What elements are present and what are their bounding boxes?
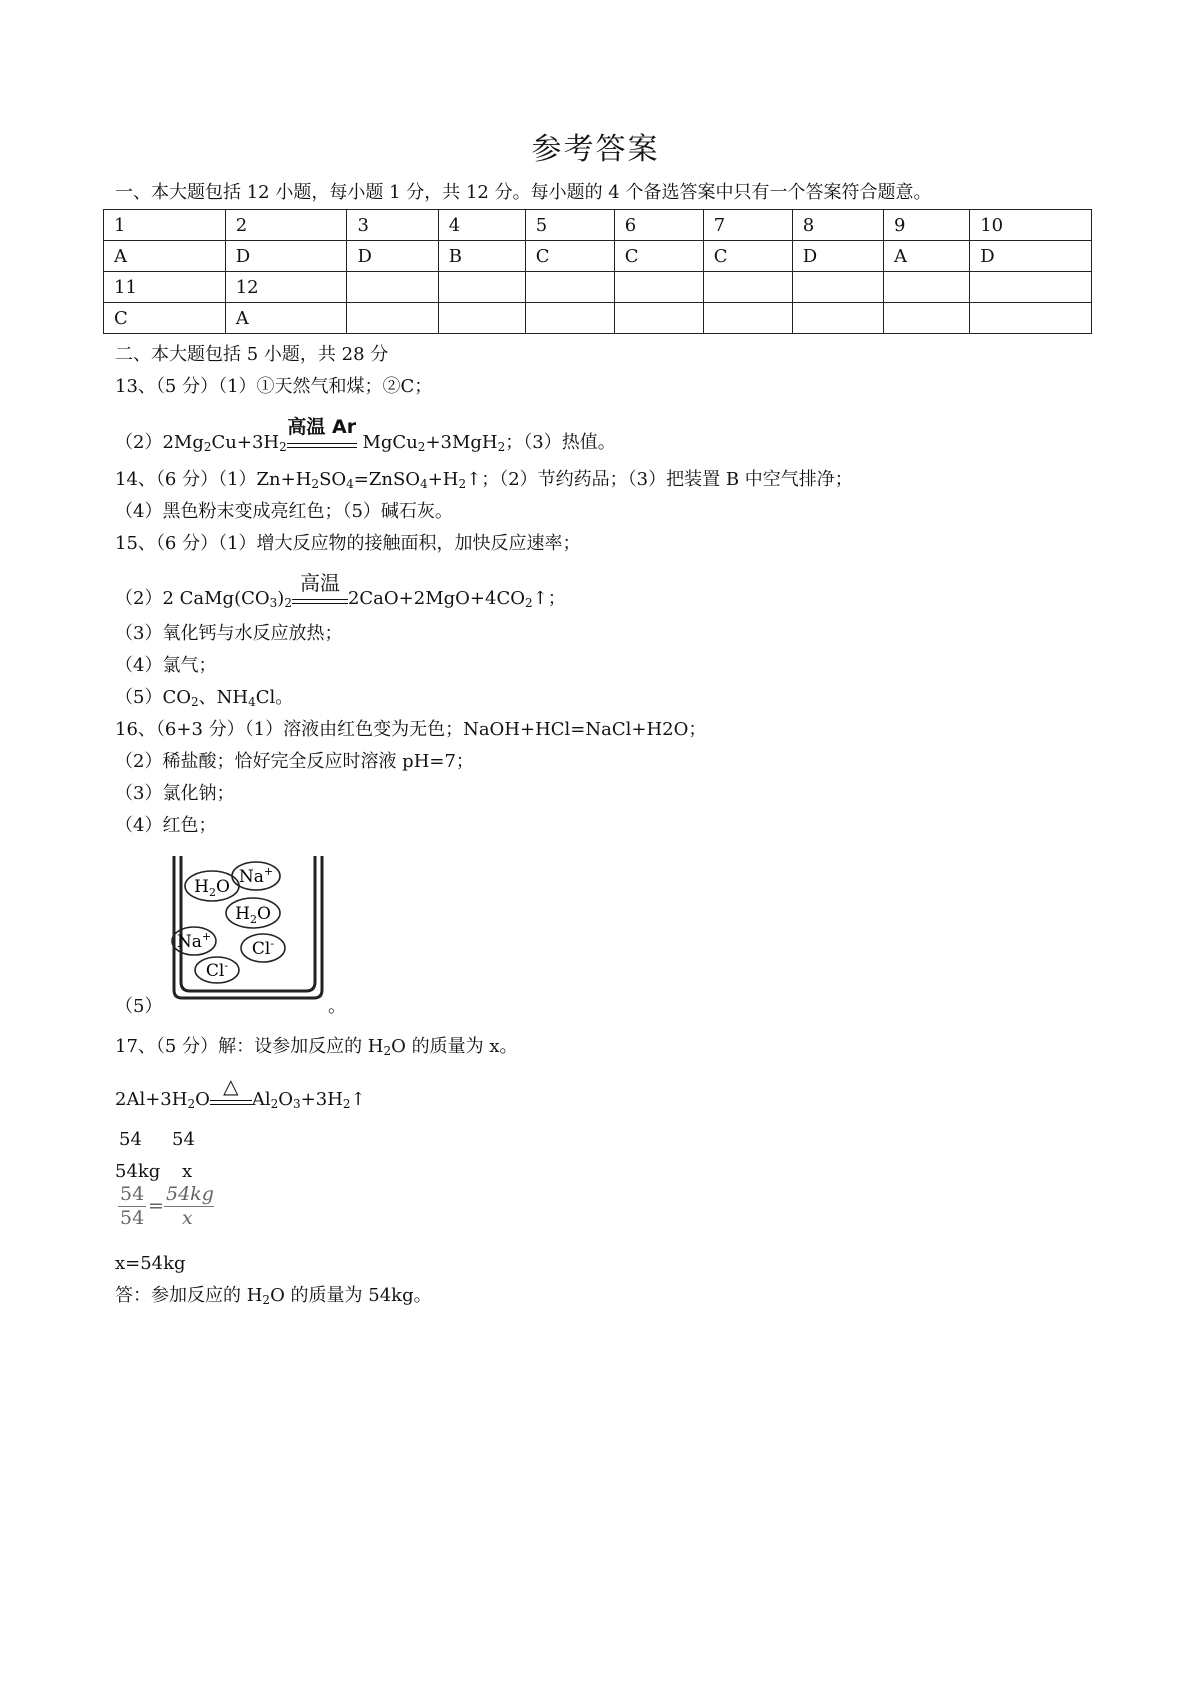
table-cell: C — [703, 241, 792, 272]
frac-equals: = — [148, 1195, 164, 1217]
q16-line4: （4）红色； — [115, 815, 217, 836]
q15-line4: （4）氯气； — [115, 655, 217, 676]
section1-heading: 一、本大题包括 12 小题，每小题 1 分，共 12 分。每小题的 4 个备选答案中只有一个答案符合题意。 — [115, 182, 932, 203]
q17-mass-b: x — [182, 1161, 193, 1182]
table-cell: A — [104, 241, 226, 272]
table-cell: 8 — [792, 210, 883, 241]
table-cell — [614, 303, 703, 334]
q16-line5-label: （5） — [115, 996, 163, 1017]
table-cell: 10 — [970, 210, 1092, 241]
table-row — [104, 210, 1092, 241]
heat-icon: △ — [223, 1074, 239, 1098]
table-row — [104, 303, 1092, 334]
table-cell: C — [104, 303, 226, 334]
table-row — [104, 272, 1092, 303]
particle-label: Na+ — [238, 865, 274, 887]
page-title: 参考答案 — [531, 132, 660, 167]
table-cell: 4 — [438, 210, 525, 241]
q17-result: x=54kg — [115, 1253, 186, 1274]
particle-label: Cl- — [205, 959, 229, 981]
q16-line3: （3）氯化钠； — [115, 783, 235, 804]
frac-left-den: 54 — [120, 1207, 145, 1229]
particle-label: $H_2O$ — [194, 877, 230, 899]
q16-line5-end: 。 — [328, 996, 346, 1017]
frac-right-num: 54kg — [166, 1183, 214, 1205]
table-cell: D — [347, 241, 438, 272]
table-cell — [525, 303, 614, 334]
table-cell — [525, 272, 614, 303]
table-cell: B — [438, 241, 525, 272]
frac-left-num: 54 — [120, 1183, 145, 1205]
table-cell: A — [225, 303, 347, 334]
table-cell: D — [792, 241, 883, 272]
q15-line2: （2）2 $CaMg(CO_3)_2$ 高温 $2CaO+2MgO+4CO_2↑$； — [115, 571, 566, 610]
table-cell — [347, 303, 438, 334]
table-cell: 2 — [225, 210, 347, 241]
table-cell: D — [225, 241, 347, 272]
table-cell — [614, 272, 703, 303]
q17-mass-a: 54kg — [115, 1161, 161, 1182]
q17-ratio-b: 54 — [172, 1129, 195, 1150]
table-cell — [792, 272, 883, 303]
table-cell: 11 — [104, 272, 226, 303]
table-cell — [884, 272, 970, 303]
q15-line5: $(5)CO_2$、$NH_4Cl$。 — [115, 687, 294, 709]
table-cell — [970, 272, 1092, 303]
particle-label: Na+ — [176, 930, 212, 952]
q17-equation: $2Al+3H_2O$ △ $Al_2O_3+3H_2↑$ — [115, 1074, 366, 1111]
answer-table — [103, 209, 1092, 334]
condition-mark — [292, 571, 348, 604]
table-cell: 6 — [614, 210, 703, 241]
table-cell: C — [525, 241, 614, 272]
condition-label: 高温 — [299, 571, 340, 595]
condition-mark — [287, 416, 357, 448]
q15-line1: 15、（6 分）（1）增大反应物的接触面积，加快反应速率； — [115, 533, 581, 554]
table-cell: 7 — [703, 210, 792, 241]
table-cell: A — [884, 241, 970, 272]
q14-line2: （4）黑色粉末变成亮红色；（5）碱石灰。 — [115, 501, 453, 522]
q13-line2: $(2)2Mg_2Cu+3H_2$ 高温 Ar MgCu$_2$+3MgH$_2$；（3）热值。 — [115, 416, 616, 454]
q14-line1: 14、（6 分）$(1)Zn+H_2SO_4=ZnSO_4+H_2↑$；（2）节约药品；（3）把装置 B 中空气排净； — [115, 469, 853, 491]
q15-line3: （3）氧化钙与水反应放热； — [115, 623, 343, 644]
q16-line2: （2）稀盐酸；恰好完全反应时溶液 pH=7； — [115, 751, 474, 772]
table-cell: 5 — [525, 210, 614, 241]
table-cell — [438, 272, 525, 303]
table-cell: 12 — [225, 272, 347, 303]
condition-label: 高温 Ar — [287, 416, 357, 438]
table-cell: 9 — [884, 210, 970, 241]
section2-heading: 二、本大题包括 5 小题，共 28 分 — [115, 344, 389, 365]
particle-label: $H_2O$ — [235, 904, 271, 926]
frac-right-den: x — [182, 1207, 193, 1229]
table-cell — [347, 272, 438, 303]
table-cell: C — [614, 241, 703, 272]
table-cell — [438, 303, 525, 334]
beaker-diagram — [168, 852, 328, 1004]
table-row — [104, 241, 1092, 272]
q17-line1: 17、（5 分）解：设参加反应的 $H_2O$ 的质量为 x。 — [115, 1036, 518, 1058]
table-cell — [703, 272, 792, 303]
table-cell — [703, 303, 792, 334]
table-cell — [884, 303, 970, 334]
particle-label: Cl- — [251, 937, 275, 959]
q17-answer: 答：参加反应的 $H_2O$ 的质量为 54kg。 — [115, 1285, 432, 1307]
condition-mark — [210, 1074, 252, 1105]
table-cell — [792, 303, 883, 334]
q16-line1: 16、（6+3 分）（1）溶液由红色变为无色；NaOH+HCl=NaCl+H2O； — [115, 719, 707, 740]
table-cell: D — [970, 241, 1092, 272]
q17-ratio-a: 54 — [119, 1129, 142, 1150]
q13-line1: 13、（5 分）（1）①天然气和煤；②C； — [115, 376, 433, 397]
table-cell: 1 — [104, 210, 226, 241]
table-cell: 3 — [347, 210, 438, 241]
table-cell — [970, 303, 1092, 334]
